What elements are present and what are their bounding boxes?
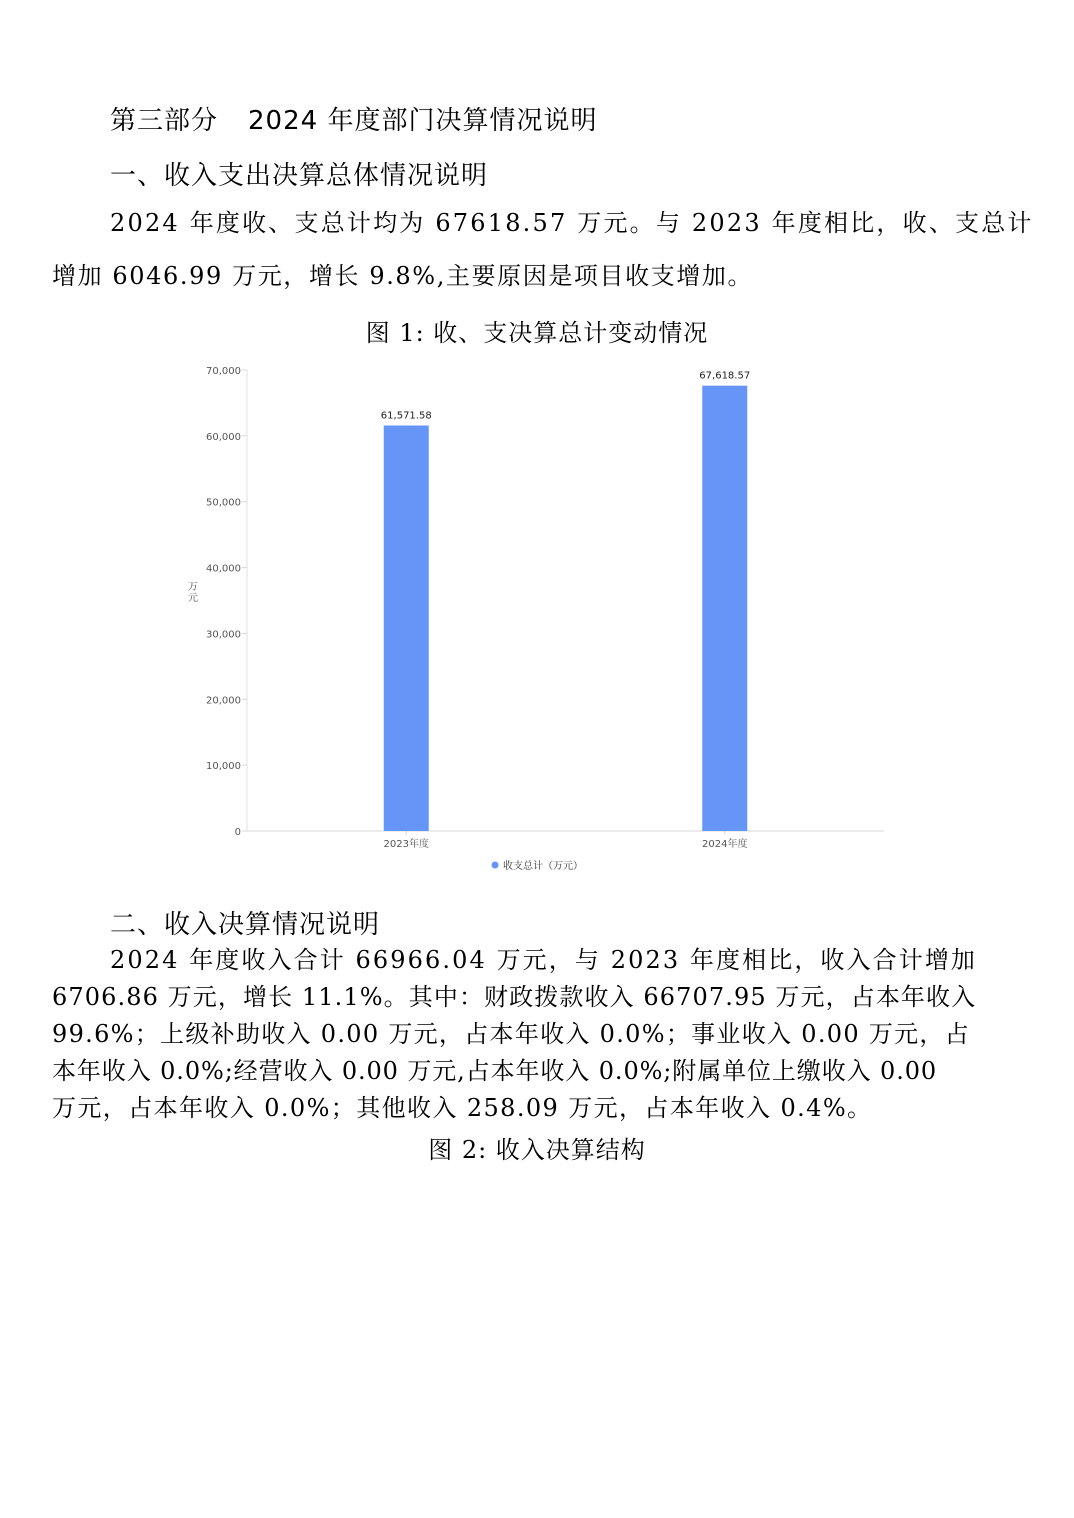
y-tick-label: 50,000 <box>206 497 241 509</box>
paragraph-line: 2024 年度收、支总计均为 67618.57 万元。与 2023 年度相比，收、支总计 <box>110 209 1034 237</box>
bar-chart <box>0 355 1074 885</box>
y-tick-label: 40,000 <box>206 563 241 575</box>
figure2-caption: 图 2: 收入决算结构 <box>428 1136 646 1164</box>
paragraph-line: 6706.86 万元，增长 11.1%。其中：财政拨款收入 66707.95 万元，占本年收入 <box>52 983 977 1011</box>
bar <box>702 386 747 831</box>
x-tick-label: 2024年度 <box>702 839 748 850</box>
y-tick-label: 10,000 <box>206 761 241 773</box>
paragraph-line: 本年收入 0.0%;经营收入 0.00 万元,占本年收入 0.0%;附属单位上缴收入 0.00 <box>52 1057 938 1085</box>
bar-value-label: 67,618.57 <box>699 370 751 382</box>
y-tick-label: 20,000 <box>206 695 241 707</box>
y-tick-label: 60,000 <box>206 431 241 443</box>
section2-heading: 二、收入决算情况说明 <box>110 910 381 940</box>
section1-paragraph <box>52 205 1032 295</box>
page-title <box>110 100 597 137</box>
paragraph-line: 万元，占本年收入 0.0%；其他收入 258.09 万元，占本年收入 0.4%。 <box>52 1094 873 1122</box>
paragraph-line: 2024 年度收入合计 66966.04 万元，与 2023 年度相比，收入合计增加 <box>110 946 978 974</box>
title-part: 第三部分 <box>110 106 219 136</box>
y-tick-label: 0 <box>234 827 241 838</box>
paragraph-line: 增加 6046.99 万元，增长 9.8%,主要原因是项目收支增加。 <box>52 262 754 290</box>
section2-paragraph <box>52 942 1032 1127</box>
x-tick-label: 2023年度 <box>383 839 429 850</box>
legend-label: 收支总计（万元） <box>503 861 583 872</box>
bar-value-label: 61,571.58 <box>380 410 432 422</box>
figure1-caption: 图 1: 收、支决算总计变动情况 <box>365 319 709 347</box>
paragraph-line: 99.6%；上级补助收入 0.00 万元，占本年收入 0.0%；事业收入 0.00 万元，占 <box>52 1020 971 1048</box>
title-text: 2024 年度部门决算情况说明 <box>248 106 598 136</box>
y-tick-label: 30,000 <box>206 629 241 641</box>
bar <box>384 426 429 831</box>
legend-marker <box>492 862 499 869</box>
y-tick-label: 70,000 <box>206 366 241 377</box>
section1-heading: 一、收入支出决算总体情况说明 <box>110 161 489 191</box>
y-axis-label: 万元 <box>188 582 198 604</box>
